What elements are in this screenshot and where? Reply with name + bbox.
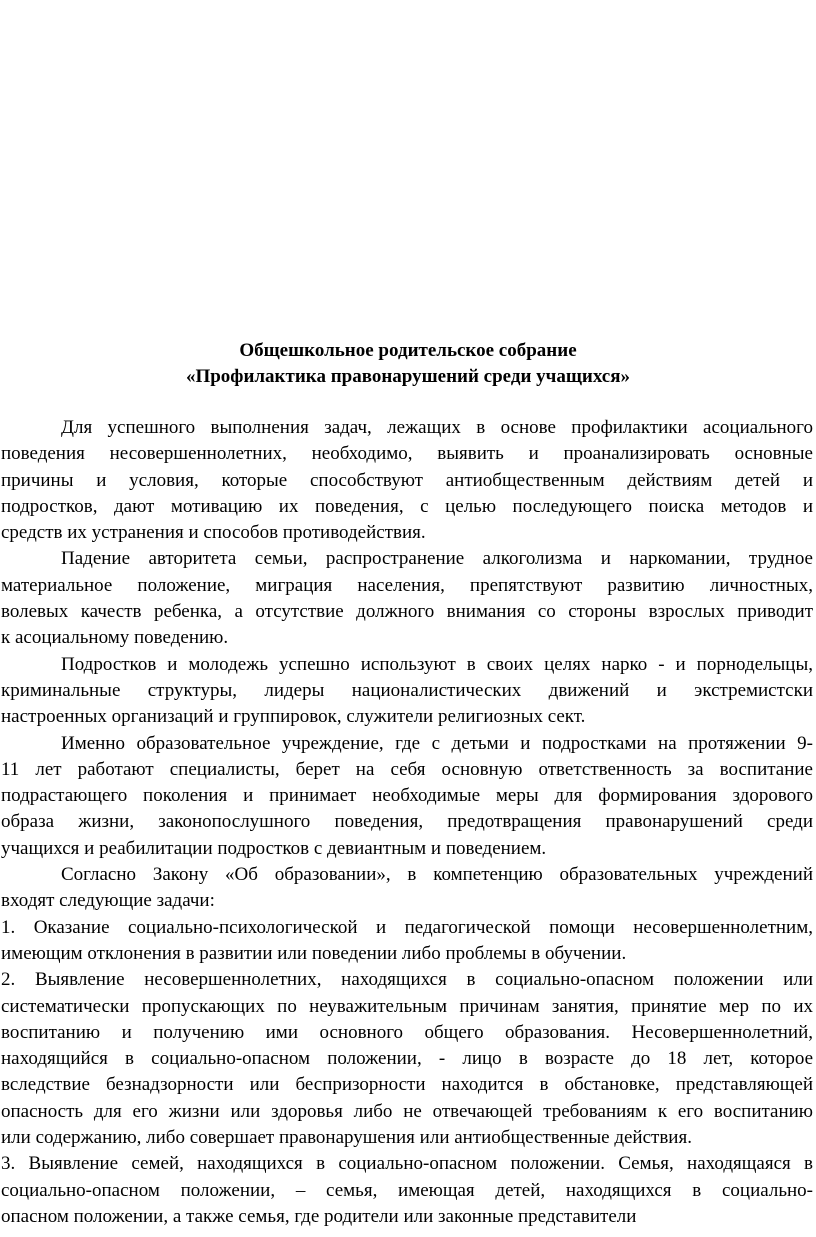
text-line: подростков, дают мотивацию их поведения, с целью последующего поиска методов и [1, 495, 813, 517]
text-line: 1. Оказание социально-психологической и педагогической помощи несовершеннолетним, [1, 916, 813, 938]
text-line: криминальные структуры, лидеры националистических движений и экстремистски [1, 679, 813, 701]
text-line: Именно образовательное учреждение, где с детьми и подростками на протяжении 9- [61, 732, 813, 754]
text-line: подрастающего поколения и принимает необходимые меры для формирования здорового [1, 785, 813, 807]
text-line: причины и условия, которые способствуют антиобщественным действиям детей и [1, 469, 813, 491]
list-item [1, 967, 813, 1151]
paragraph [1, 546, 813, 651]
text-line: опасном положении, а также семья, где родители или законные представители [1, 1205, 637, 1227]
text-line: средств их устранения и способов противодействия. [1, 522, 426, 544]
text-line: систематически пропускающих по неуважительным причинам занятия, принятие мер по их [1, 995, 813, 1017]
paragraph [1, 415, 813, 546]
paragraph [1, 652, 813, 731]
text-line: 11 лет работают специалисты, берет на себя основную ответственность за воспитание [1, 758, 813, 780]
text-line: волевых качеств ребенка, а отсутствие должного внимания со стороны взрослых приводит [1, 601, 813, 623]
text-line: социально-опасном положении, – семья, имеющая детей, находящихся в социально- [1, 1179, 813, 1201]
title-line-2: «Профилактика правонарушений среди учащихся» [185, 366, 631, 387]
document-title [0, 338, 816, 390]
text-line: Подростков и молодежь успешно используют в своих целях нарко - и порноделыцы, [61, 653, 813, 675]
title-line-1: Общешкольное родительское собрание [239, 340, 577, 361]
text-line: находящийся в социально-опасном положении, - лицо в возрасте до 18 лет, которое [1, 1048, 813, 1070]
text-line: имеющим отклонения в развитии или поведении либо проблемы в обучении. [1, 942, 627, 964]
text-line: Согласно Закону «Об образовании», в компетенцию образовательных учреждений [61, 864, 813, 886]
text-line: или содержанию, либо совершает правонарушения или антиобщественные действия. [1, 1127, 692, 1149]
text-line: материальное положение, миграция населения, препятствуют развитию личностных, [1, 574, 813, 596]
paragraph [1, 731, 813, 862]
text-line: воспитанию и получению ими основного общего образования. Несовершеннолетний, [1, 1021, 813, 1043]
text-line: Падение авторитета семьи, распространение алкоголизма и наркомании, трудное [61, 548, 813, 570]
text-line: поведения несовершеннолетних, необходимо, выявить и проанализировать основные [1, 443, 813, 465]
text-line: вследствие безнадзорности или беспризорности находится в обстановке, представляющей [1, 1074, 813, 1096]
text-line: 3. Выявление семей, находящихся в социально-опасном положении. Семья, находящаяся в [1, 1153, 813, 1175]
list-item [1, 1151, 813, 1230]
document-body [1, 415, 813, 1230]
text-line: 2. Выявление несовершеннолетних, находящихся в социально-опасном положении или [1, 969, 813, 991]
text-line: опасность для его жизни или здоровья либо не отвечающей требованиям к его воспитанию [1, 1100, 813, 1122]
list-item [1, 915, 813, 968]
text-line: образа жизни, законопослушного поведения, предотвращения правонарушений среди [1, 811, 813, 833]
paragraph [1, 862, 813, 915]
text-line: к асоциальному поведению. [1, 627, 229, 649]
text-line: входят следующие задачи: [1, 890, 215, 912]
text-line: учащихся и реабилитации подростков с девиантным и поведением. [1, 837, 547, 859]
text-line: Для успешного выполнения задач, лежащих в основе профилактики асоциального [61, 417, 813, 438]
text-line: настроенных организаций и группировок, служители религиозных сект. [1, 706, 586, 728]
